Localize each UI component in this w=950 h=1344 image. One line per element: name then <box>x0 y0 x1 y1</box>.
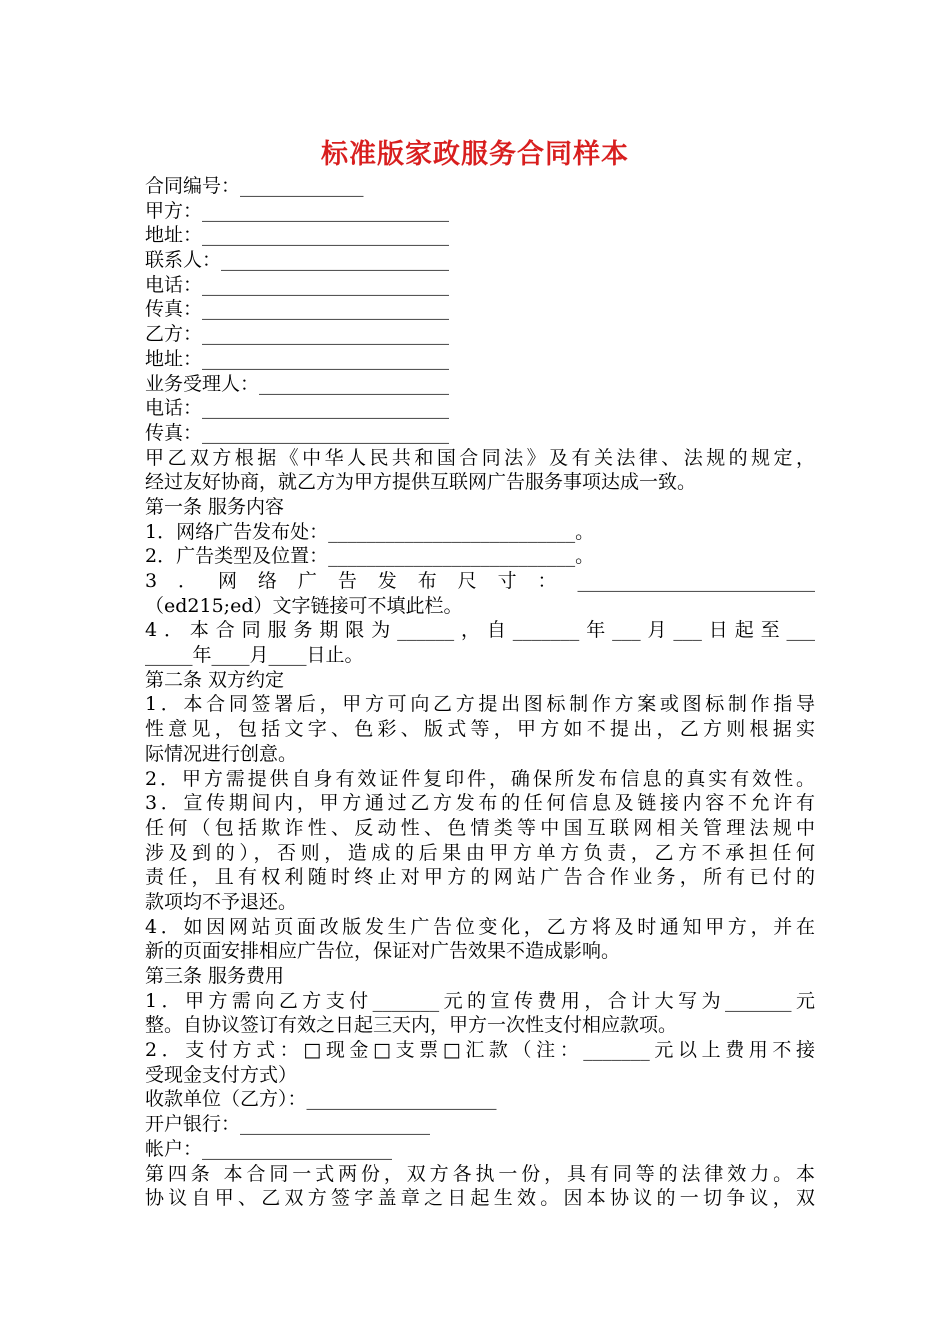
party-a-fax-line: 传真：__________________________ <box>145 298 450 321</box>
bank-line: 开户银行：____________________ <box>145 1113 431 1136</box>
article-2-item-1-cont: 性意见，包括文字、色彩、版式等，甲方如不提出，乙方则根据实 <box>145 718 815 741</box>
article-2-heading: 第二条 双方约定 <box>145 668 285 691</box>
article-1-item-1: 1．网络广告发布处：__________________________。 <box>145 520 595 543</box>
article-3-item-2: 2．支付方式：□现金□支票□汇款（注：_______元以上费用不接 <box>145 1039 815 1062</box>
party-b-line: 乙方：__________________________ <box>145 323 450 346</box>
contract-number-line: 合同编号：_____________ <box>145 175 364 197</box>
article-2-item-3-cont: 款项均不予退还。 <box>145 890 298 913</box>
article-1-item-2: 2．广告类型及位置：__________________________。 <box>145 545 595 568</box>
preamble-line: 经过友好协商，就乙方为甲方提供互联网广告服务事项达成一致。 <box>145 471 697 494</box>
party-b-address-line: 地址：__________________________ <box>145 347 450 370</box>
article-3-heading: 第三条 服务费用 <box>145 965 285 987</box>
article-2-item-3-cont: 涉及到的），否则，造成的后果由甲方单方负责，乙方不承担任何 <box>145 841 815 864</box>
article-2-item-3: 3．宣传期间内，甲方通过乙方发布的任何信息及链接内容不允许有 <box>145 792 815 815</box>
preamble-line: 甲乙双方根据《中华人民共和国合同法》及有关法律、法规的规定， <box>145 446 815 469</box>
article-2-item-1: 1．本合同签署后，甲方可向乙方提出图标制作方案或图标制作指导 <box>145 693 815 716</box>
article-3-item-1-cont: 整。自协议签订有效之日起三天内，甲方一次性支付相应款项。 <box>145 1014 678 1037</box>
article-3-item-2-cont: 受现金支付方式） <box>145 1063 298 1086</box>
party-a-line: 甲方：__________________________ <box>145 199 450 222</box>
party-a-phone-line: 电话：__________________________ <box>145 273 450 296</box>
payee-line: 收款单位（乙方）：____________________ <box>145 1088 497 1111</box>
document-title: 标准版家政服务合同样本 <box>321 139 629 170</box>
article-2-item-3-cont: 任何（包括欺诈性、反动性、色情类等中国互联网相关管理法规中 <box>145 816 815 839</box>
article-1-item-4: 4．本合同服务期限为______，自_______年___月___日起至___ <box>145 619 815 642</box>
party-a-address-line: 地址：__________________________ <box>145 224 450 247</box>
article-2-item-4: 4．如因网站页面改版发生广告位变化，乙方将及时通知甲方，并在 <box>145 915 815 938</box>
article-1-item-3-cont: （ed215;ed）文字链接可不填此栏。 <box>145 594 463 617</box>
article-2-item-4-cont: 新的页面安排相应广告位，保证对广告效果不造成影响。 <box>145 940 621 963</box>
article-1-item-4-cont: _____年____月____日止。 <box>145 644 364 667</box>
party-b-fax-line: 传真：__________________________ <box>145 421 450 444</box>
party-b-agent-line: 业务受理人：____________________ <box>145 372 450 395</box>
article-4-line: 协议自甲、乙双方签字盖章之日起生效。因本协议的一切争议，双 <box>145 1187 815 1210</box>
party-b-phone-line: 电话：__________________________ <box>145 397 450 420</box>
article-2-item-2: 2．甲方需提供自身有效证件复印件，确保所发布信息的真实有效性。 <box>145 767 815 790</box>
party-a-contact-line: 联系人：________________________ <box>145 249 450 272</box>
article-1-heading: 第一条 服务内容 <box>145 495 285 518</box>
article-1-item-3: 3．网络广告发布尺寸：_________________________ <box>145 570 815 592</box>
article-4-line: 第四条 本合同一式两份，双方各执一份，具有同等的法律效力。本 <box>145 1162 815 1185</box>
article-2-item-3-cont: 责任，且有权利随时终止对甲方的网站广告合作业务，所有已付的 <box>145 866 815 889</box>
article-2-item-1-cont: 际情况进行创意。 <box>145 742 298 765</box>
contract-body <box>145 174 815 1211</box>
article-3-item-1: 1．甲方需向乙方支付_______元的宣传费用，合计大写为_______元 <box>145 989 815 1012</box>
account-line: 帐户：____________________ <box>145 1137 393 1160</box>
